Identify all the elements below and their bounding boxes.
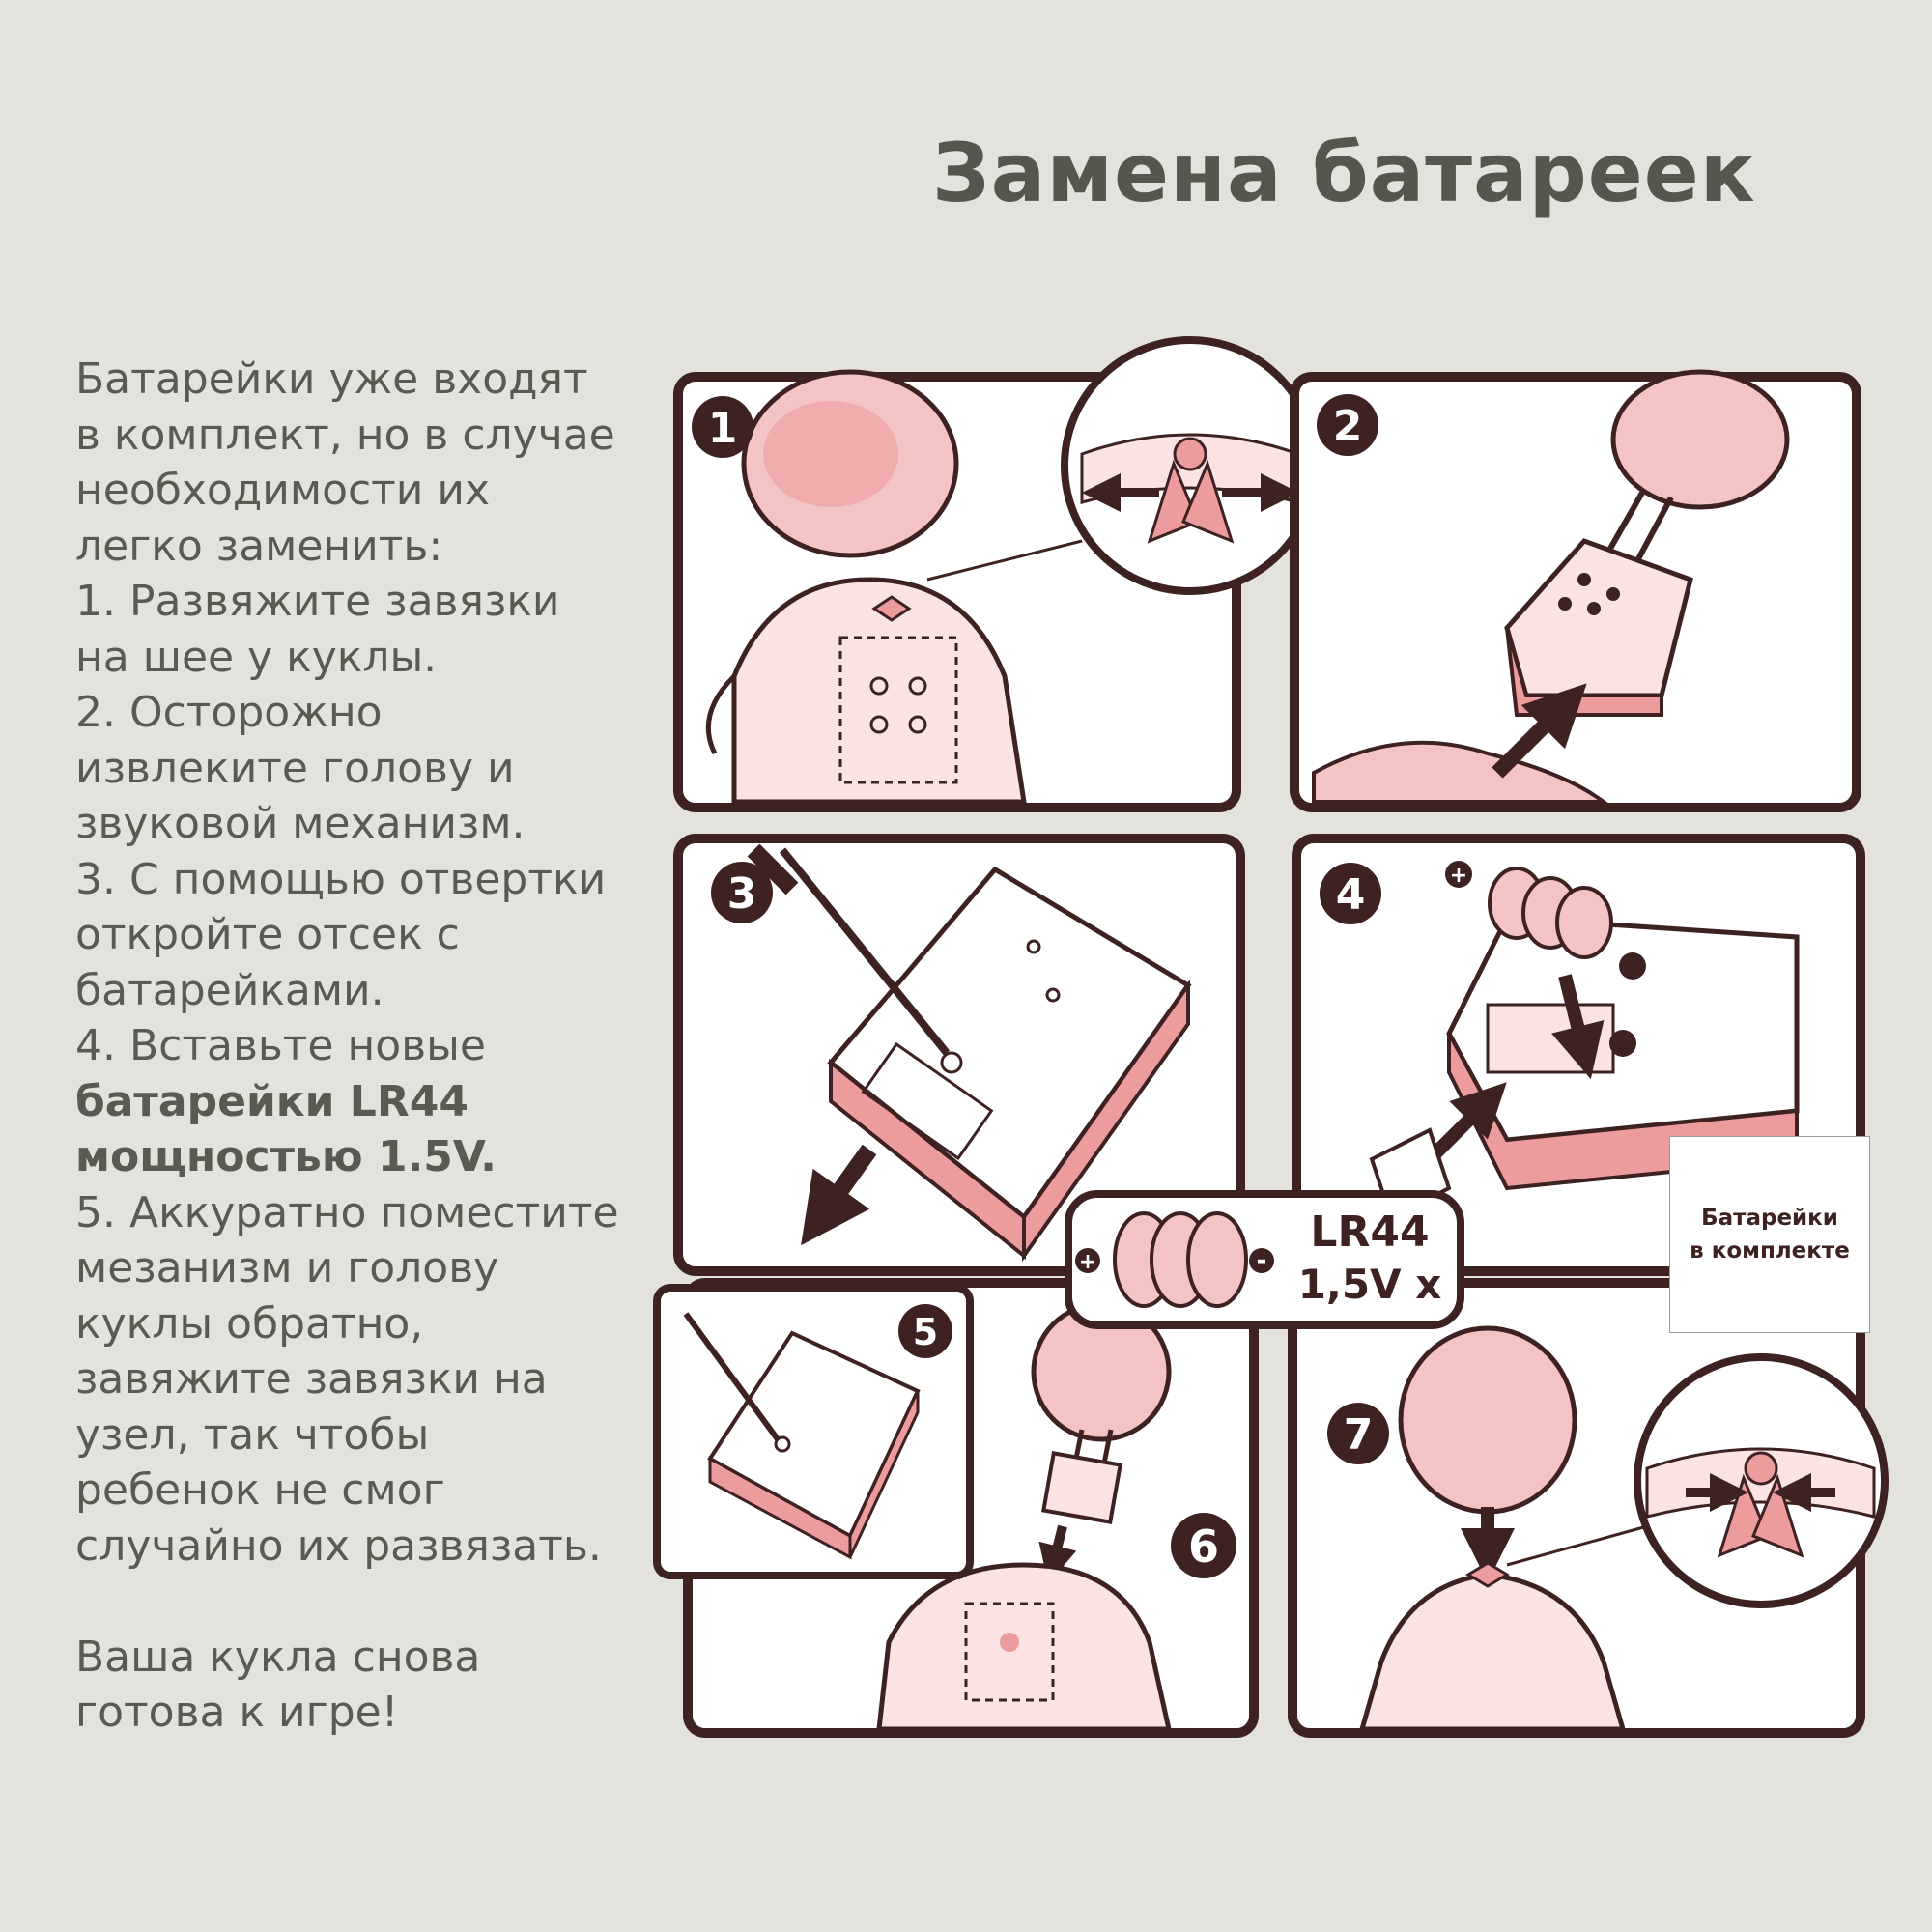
instruction-line: случайно их развязать. [75, 1520, 602, 1571]
step-number: 2 [1332, 402, 1363, 451]
instruction-line: извлеките голову и [75, 743, 515, 793]
battery-spec: 1,5V x [1297, 1261, 1442, 1308]
instruction-line: 4. Вставьте новые [75, 1021, 486, 1070]
instruction-line: мезанизм и голову [75, 1243, 499, 1293]
battery-minus-sign: - [1256, 1246, 1267, 1275]
panel-step-2 [1294, 372, 1857, 808]
batteries-included-note [1669, 1136, 1870, 1333]
note-line: в комплекте [1690, 1238, 1850, 1264]
step-number: 7 [1343, 1410, 1374, 1460]
battery-label-callout [1068, 1194, 1461, 1325]
page-title: Замена батареек [932, 126, 1756, 220]
instruction-line: ребенок не смог [75, 1465, 445, 1515]
battery-model: LR44 [1310, 1208, 1430, 1257]
instruction-line: откройте отсек с [75, 910, 460, 959]
instruction-line: завяжите завязки на [75, 1354, 548, 1404]
step-number: 1 [707, 404, 738, 453]
instruction-line: Батарейки уже входят [75, 355, 588, 404]
battery-plus-sign: + [1449, 864, 1468, 888]
panel-step-5 [657, 1288, 970, 1576]
instruction-line: необходимости их [75, 466, 491, 515]
panel-step-1 [678, 340, 1316, 808]
instruction-line: 1. Развяжите завязки [75, 577, 560, 626]
note-line: Батарейки [1701, 1206, 1838, 1231]
step-number: 6 [1187, 1520, 1220, 1573]
instruction-line: в комплект, но в случае [75, 410, 615, 460]
instruction-line: куклы обратно, [75, 1298, 424, 1349]
instruction-line: 3. С помощью отвертки [75, 854, 607, 904]
closing-line: готова к игре! [75, 1688, 399, 1737]
instruction-line: узел, так чтобы [75, 1409, 430, 1460]
battery-cells-icon [1115, 1213, 1246, 1306]
instruction-line: легко заменить: [75, 521, 443, 571]
step-number: 4 [1335, 870, 1366, 920]
instruction-line: на шее у куклы. [75, 632, 438, 682]
panel-step-7 [1293, 1283, 1885, 1733]
step-number: 3 [726, 869, 757, 919]
instruction-line-bold: мощностью 1.5V. [75, 1132, 497, 1181]
instruction-line: звуковой механизм. [75, 799, 526, 848]
instruction-line: батарейками. [75, 965, 384, 1015]
closing-line: Ваша кукла снова [75, 1632, 481, 1682]
instruction-line-bold: батарейки LR44 [75, 1076, 469, 1126]
instruction-line: 2. Осторожно [75, 688, 383, 737]
battery-plus-sign: + [1078, 1250, 1097, 1274]
instruction-line: 5. Аккуратно поместите [75, 1187, 619, 1237]
step-number: 5 [912, 1311, 939, 1353]
